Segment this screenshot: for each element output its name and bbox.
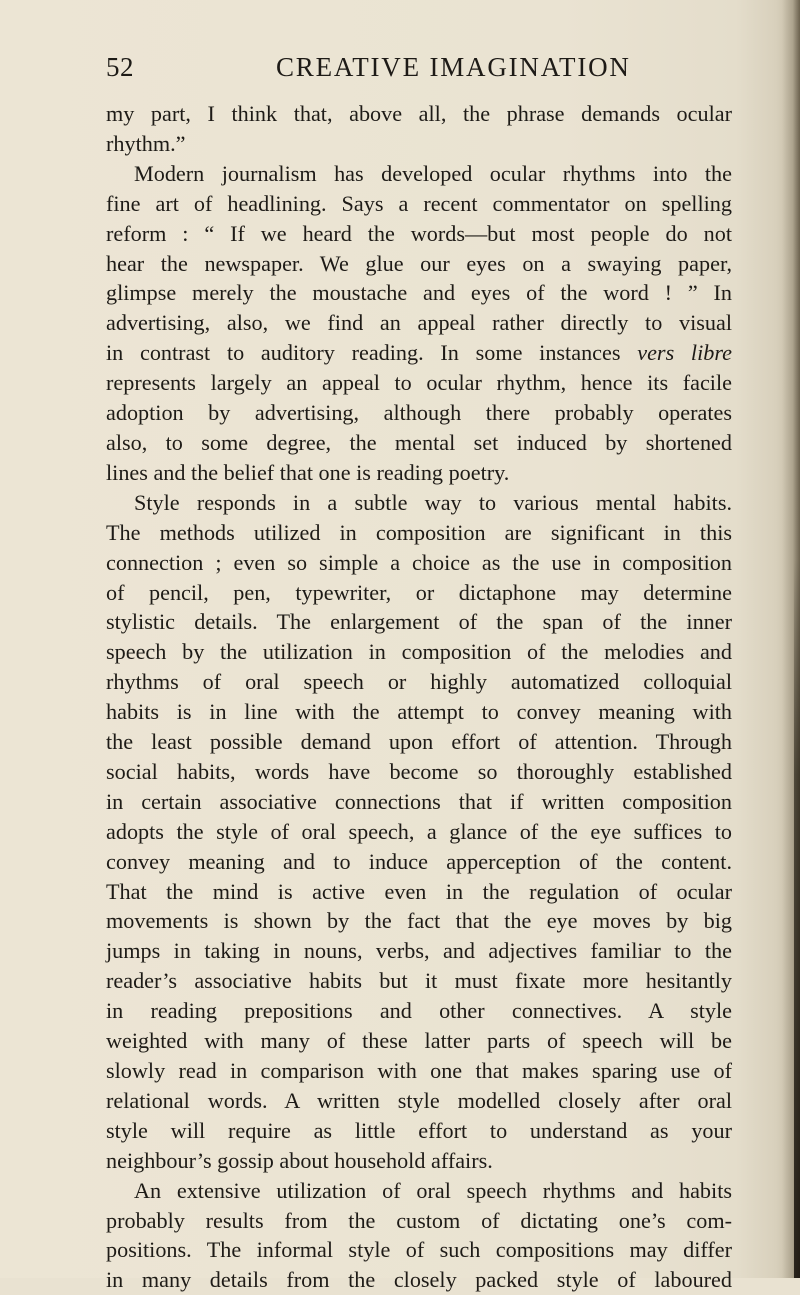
text-line: in many details from the closely packed style of laboured [106, 1267, 732, 1293]
text-line: convey meaning and to induce apperception of the content. [106, 848, 732, 874]
text-line: adopts the style of oral speech, a glance of the eye suffices to [106, 818, 732, 844]
text-line: speech by the utilization in composition of the melodies and [106, 639, 732, 665]
text-line: weighted with many of these latter parts of speech will be [106, 1028, 732, 1054]
text-line: my part, I think that, above all, the phrase demands ocular [106, 101, 732, 126]
running-head [106, 52, 726, 92]
text-line: hear the newspaper. We glue our eyes on a swaying paper, [106, 250, 732, 276]
text-line: in certain associative connections that if written composition [106, 788, 732, 814]
text-line: adoption by advertising, although there probably operates [106, 400, 732, 426]
text-line: An extensive utilization of oral speech rhythms and habits [134, 1177, 732, 1203]
text-segment: in contrast to auditory reading. In some instances [106, 340, 621, 366]
page-title: CREATIVE IMAGINATION [276, 52, 631, 82]
text-line: neighbour’s gossip about household affairs. [106, 1147, 493, 1173]
text-line: in reading prepositions and other connectives. A style [106, 998, 732, 1024]
text-line: glimpse merely the moustache and eyes of the word ! ” In [106, 280, 732, 306]
text-line: movements is shown by the fact that the eye moves by big [106, 908, 732, 934]
text-line: connection ; even so simple a choice as the use in composition [106, 549, 732, 575]
page-edge-binding [794, 560, 800, 1278]
text-line: represents largely an appeal to ocular rhythm, hence its facile [106, 370, 732, 396]
text-line: of pencil, pen, typewriter, or dictaphone may determine [106, 579, 732, 605]
text-line: Modern journalism has developed ocular rhythms into the [134, 160, 732, 186]
text-line: reader’s associative habits but it must fixate more hesitantly [106, 968, 732, 994]
text-line: style will require as little effort to understand as your [106, 1117, 732, 1143]
text-line: That the mind is active even in the regulation of ocular [106, 878, 732, 904]
text-line: advertising, also, we find an appeal rather directly to visual [106, 310, 732, 336]
text-line: The methods utilized in composition are significant in this [106, 519, 732, 545]
text-line: rhythms of oral speech or highly automatized colloquial [106, 669, 732, 695]
text-line: slowly read in comparison with one that makes sparing use of [106, 1058, 732, 1083]
text-line: social habits, words have become so thoroughly established [106, 758, 732, 784]
body-text [106, 99, 732, 1295]
text-line: reform : “ If we heard the words—but most people do not [106, 220, 732, 246]
italic-phrase: vers libre [637, 340, 733, 366]
page-number: 52 [106, 52, 134, 82]
text-line: the least possible demand upon effort of attention. Through [106, 729, 732, 755]
text-line: also, to some degree, the mental set induced by shortened [106, 429, 732, 455]
text-line: fine art of headlining. Says a recent commentator on spelling [106, 190, 732, 216]
text-line-with-italic [106, 338, 732, 368]
text-line: positions. The informal style of such compositions may differ [106, 1237, 732, 1263]
text-line: stylistic details. The enlargement of the span of the inner [106, 609, 732, 635]
text-line: Style responds in a subtle way to various mental habits. [134, 489, 732, 515]
text-line: relational words. A written style modelled closely after oral [106, 1087, 732, 1113]
text-line: habits is in line with the attempt to convey meaning with [106, 699, 732, 725]
text-line: rhythm.” [106, 130, 186, 156]
text-line: jumps in taking in nouns, verbs, and adjectives familiar to the [106, 938, 732, 964]
text-line: probably results from the custom of dictating one’s com- [106, 1207, 732, 1233]
text-line: lines and the belief that one is reading poetry. [106, 459, 510, 485]
